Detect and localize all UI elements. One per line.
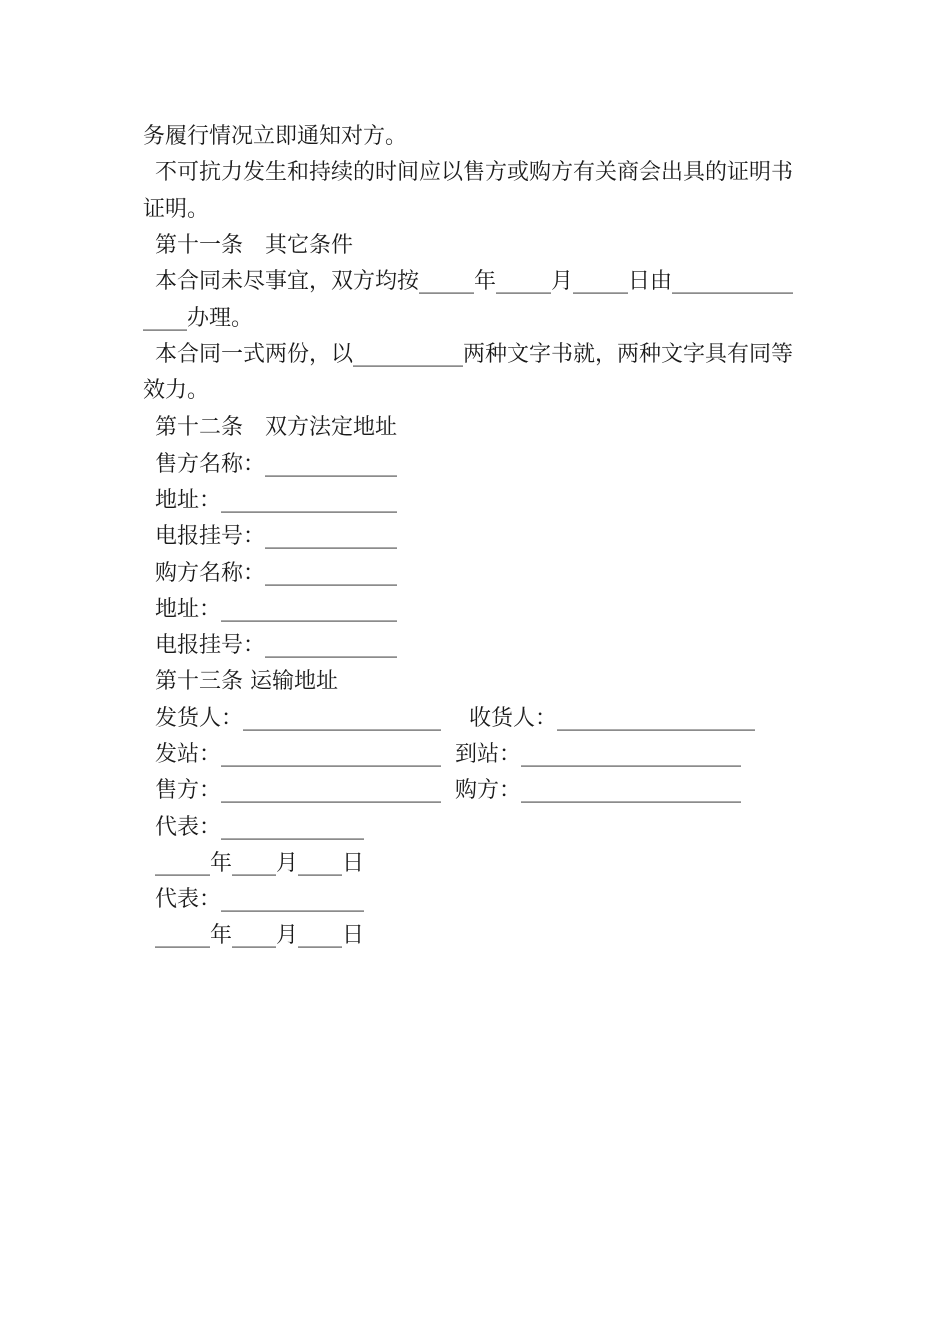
parties-line: 售方：____________________ 购方：____________________ — [155, 778, 741, 803]
buyer-address-field: 地址：________________ — [155, 597, 398, 622]
buyer-telegraph-field: 电报挂号：____________ — [155, 633, 398, 658]
representative-field: 代表：_____________ — [155, 887, 365, 912]
date-field: _____年____月____日 — [155, 923, 365, 948]
text-line: 本合同一式两份，以__________两种文字书就，两种文字具有同等 — [155, 342, 794, 367]
seller-telegraph-field: 电报挂号：____________ — [155, 524, 398, 549]
section-heading: 第十二条 双方法定地址 — [155, 415, 398, 440]
section-heading: 第十三条 运输地址 — [155, 669, 338, 694]
text-line: 证明。 — [143, 197, 210, 222]
text-line: 不可抗力发生和持续的时间应以售方或购方有关商会出具的证明书 — [155, 160, 794, 185]
shipper-consignee-line: 发货人：__________________ 收货人：__________________ — [155, 706, 755, 731]
date-field: _____年____月____日 — [155, 851, 365, 876]
section-heading: 第十一条 其它条件 — [155, 233, 354, 258]
representative-field: 代表：_____________ — [155, 815, 365, 840]
text-line: 本合同未尽事宜，双方均按_____年_____月_____日由___________ — [155, 269, 794, 294]
text-line: ____办理。 — [143, 306, 254, 331]
text-line: 效力。 — [143, 378, 210, 403]
stations-line: 发站：____________________ 到站：____________________ — [155, 742, 741, 767]
seller-name-field: 售方名称：____________ — [155, 452, 398, 477]
text-line: 务履行情况立即通知对方。 — [143, 124, 408, 149]
buyer-name-field: 购方名称：____________ — [155, 561, 398, 586]
seller-address-field: 地址：________________ — [155, 488, 398, 513]
